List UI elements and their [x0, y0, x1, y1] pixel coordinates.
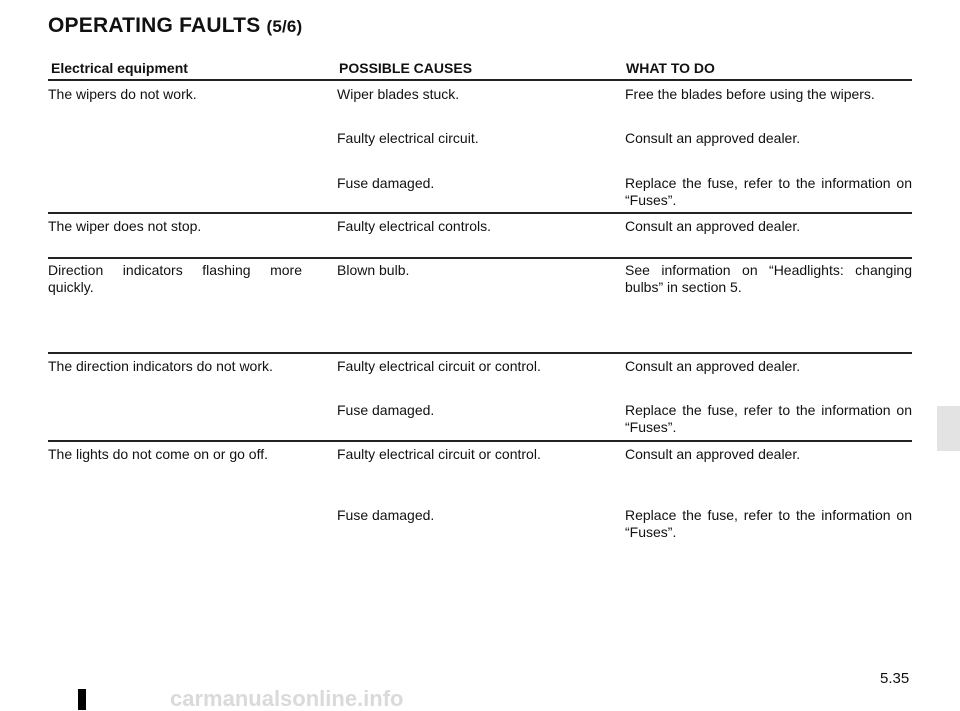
row-4-action-2: Replace the fuse, refer to the information on “Fuses”.: [625, 402, 912, 435]
row-1-action-2: Consult an approved dealer.: [625, 130, 801, 146]
title-page-indicator: (5/6): [266, 17, 303, 36]
row-4-action-1: Consult an approved dealer.: [625, 358, 801, 374]
row-3-cause-1: Blown bulb.: [337, 262, 410, 278]
page-number: 5.35: [880, 670, 910, 687]
page-title: [48, 14, 302, 38]
row-3-equipment: Direction indicators flashing more quickly.: [48, 262, 302, 295]
row-divider: [48, 352, 912, 354]
title-text: OPERATING FAULTS: [48, 14, 261, 37]
page-marker: [78, 689, 86, 710]
row-1-cause-2: Faulty electrical circuit.: [337, 130, 479, 146]
row-1-cause-1: Wiper blades stuck.: [337, 86, 460, 102]
row-2-cause-1: Faulty electrical controls.: [337, 218, 492, 234]
row-4-cause-2: Fuse damaged.: [337, 402, 435, 418]
column-header-equipment: Electrical equipment: [51, 60, 188, 76]
row-4-cause-1: Faulty electrical circuit or control.: [337, 358, 541, 374]
column-header-actions: WHAT TO DO: [626, 60, 715, 76]
row-3-action-1: See information on “Headlights: changing bulbs” in section 5.: [625, 262, 912, 295]
row-divider: [48, 440, 912, 442]
header-divider: [48, 79, 912, 81]
section-tab: [937, 406, 960, 451]
row-divider: [48, 257, 912, 259]
row-5-cause-2: Fuse damaged.: [337, 507, 435, 523]
row-1-equipment: The wipers do not work.: [48, 86, 197, 102]
row-5-cause-1: Faulty electrical circuit or control.: [337, 446, 541, 462]
row-2-action-1: Consult an approved dealer.: [625, 218, 801, 234]
row-5-equipment: The lights do not come on or go off.: [48, 446, 268, 462]
row-4-equipment: The direction indicators do not work.: [48, 358, 273, 374]
row-2-equipment: The wiper does not stop.: [48, 218, 202, 234]
row-1-action-3: Replace the fuse, refer to the information on “Fuses”.: [625, 175, 912, 208]
column-header-causes: POSSIBLE CAUSES: [339, 60, 473, 76]
row-5-action-1: Consult an approved dealer.: [625, 446, 801, 462]
row-1-cause-3: Fuse damaged.: [337, 175, 435, 191]
row-5-action-2: Replace the fuse, refer to the information on “Fuses”.: [625, 507, 912, 540]
row-1-action-1: Free the blades before using the wipers.: [625, 86, 875, 102]
watermark: carmanualsonline.info: [170, 686, 404, 711]
row-divider: [48, 212, 912, 214]
